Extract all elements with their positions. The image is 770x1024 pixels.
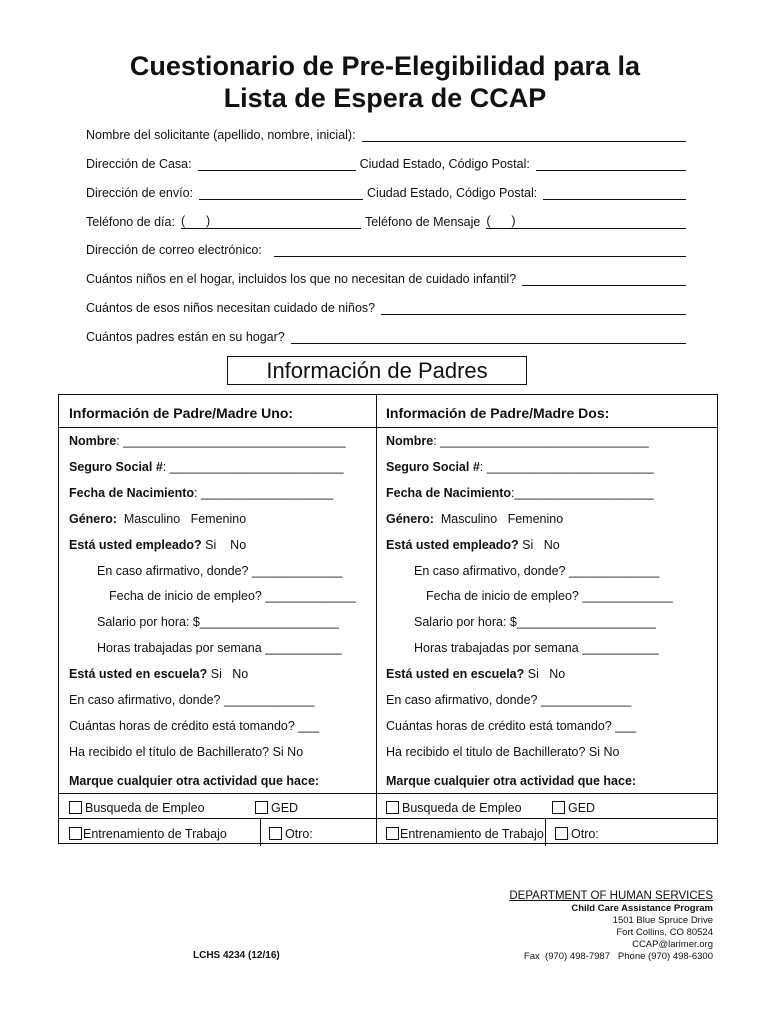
parent-one-gender-options[interactable]: Masculino Femenino <box>116 512 247 526</box>
parent-one-ged-option[interactable] <box>245 800 376 816</box>
parent-one-employed-label: Está usted empleado? <box>69 538 202 552</box>
program-name: Child Care Assistance Program <box>571 903 713 914</box>
form-title-line-2: Lista de Espera de CCAP <box>223 83 547 113</box>
street-address: 1501 Blue Spruce Drive <box>612 915 713 926</box>
form-code: LCHS 4234 (12/16) <box>193 950 280 961</box>
message-phone-field[interactable] <box>486 214 686 229</box>
divider <box>377 427 717 428</box>
parent-two-other-option[interactable] <box>545 826 717 842</box>
parents-count-label: Cuántos padres están en su hogar? <box>86 330 285 344</box>
parent-one-ssn-field[interactable] <box>59 459 376 475</box>
city-state-zip-field-2[interactable] <box>543 185 686 200</box>
checkbox[interactable] <box>69 827 82 840</box>
mailing-address-field[interactable] <box>199 185 363 200</box>
mailing-address-label: Dirección de envío: <box>86 186 194 200</box>
parent-one-school[interactable] <box>59 666 376 682</box>
parent-one-dob-field[interactable] <box>59 485 376 501</box>
checkbox[interactable] <box>255 801 268 814</box>
day-phone-field[interactable] <box>181 214 361 229</box>
parent-one-name-label: Nombre <box>69 434 117 448</box>
parent-one-ssn-line: : _________________________ <box>162 460 344 474</box>
parent-two-employed-options[interactable]: Si No <box>518 538 560 552</box>
parent-one-school-options[interactable]: Si No <box>207 667 249 681</box>
parent-two-header: Información de Padre/Madre Dos: <box>386 405 610 421</box>
parent-one-gender-label: Género: <box>69 512 117 526</box>
parent-one-dob-line: : ___________________ <box>194 486 334 500</box>
parent-one-where-school[interactable]: En caso afirmativo, donde? _____________ <box>69 693 315 707</box>
parent-one-job-search-label: Busqueda de Empleo <box>85 801 205 815</box>
parent-two-employed[interactable] <box>377 537 717 553</box>
parent-two-where-employed-text: En caso afirmativo, donde? _____________ <box>414 564 660 578</box>
parent-one-hourly-wage[interactable] <box>59 614 376 630</box>
city-state-zip-label-2: Ciudad Estado, Código Postal: <box>367 186 538 200</box>
checkbox[interactable] <box>69 801 82 814</box>
parent-one-where-employed-text: En caso afirmativo, donde? _____________ <box>97 564 343 578</box>
checkbox[interactable] <box>386 801 399 814</box>
divider <box>59 427 376 428</box>
parent-one-hours-week-text: Horas trabajadas por semana ___________ <box>97 641 342 655</box>
parent-two-employed-label: Está usted empleado? <box>386 538 519 552</box>
parent-two-school-label: Está usted en escuela? <box>386 667 525 681</box>
parent-two-hours-week[interactable] <box>377 640 717 656</box>
parent-two-dob-line: :____________________ <box>511 486 654 500</box>
children-care-label: Cuántos de esos niños necesitan cuidado de niños? <box>86 301 376 315</box>
children-count-field[interactable] <box>522 271 686 286</box>
parent-two-name-field[interactable] <box>377 433 717 449</box>
city-state-zip-field-1[interactable] <box>536 156 686 171</box>
children-care-field[interactable] <box>381 300 686 315</box>
parent-two-job-training-label: Entrenamiento de Trabajo <box>400 827 544 841</box>
applicant-name-label: Nombre del solicitante (apellido, nombre, inicial): <box>86 128 356 142</box>
parent-two-dob-label: Fecha de Nacimiento <box>386 486 512 500</box>
parent-two-diploma[interactable]: Ha recibido el titulo de Bachillerato? Si No <box>386 745 620 759</box>
checkbox[interactable] <box>269 827 282 840</box>
email-label: Dirección de correo electrónico: <box>86 243 262 257</box>
parent-one-job-training-label: Entrenamiento de Trabajo <box>83 827 227 841</box>
parent-two-hours-week-text: Horas trabajadas por semana ___________ <box>414 641 659 655</box>
divider <box>377 793 717 794</box>
parent-one-where-employed[interactable] <box>59 563 376 579</box>
parent-two-hourly-wage[interactable] <box>377 614 717 630</box>
children-count-label: Cuántos niños en el hogar, incluidos los que no necesitan de cuidado infantil? <box>86 272 517 286</box>
parent-two-other-label: Otro: <box>571 827 599 841</box>
parent-two-school-options[interactable]: Si No <box>524 667 566 681</box>
parent-info-table <box>58 394 718 844</box>
email-field[interactable] <box>274 242 686 257</box>
parent-two-ssn-field[interactable] <box>377 459 717 475</box>
parent-two-where-employed[interactable] <box>377 563 717 579</box>
parent-two-start-date-text: Fecha de inicio de empleo? _____________ <box>426 589 673 603</box>
parent-two-school[interactable] <box>377 666 717 682</box>
parent-two-column <box>377 395 717 843</box>
parent-two-name-label: Nombre <box>386 434 434 448</box>
parent-one-school-label: Está usted en escuela? <box>69 667 208 681</box>
parent-one-diploma[interactable]: Ha recibido el título de Bachillerato? Si No <box>69 745 304 759</box>
agency-address-block <box>509 889 713 963</box>
parents-count-field[interactable] <box>291 329 686 344</box>
home-address-label: Dirección de Casa: <box>86 157 192 171</box>
checkbox[interactable] <box>386 827 399 840</box>
message-phone-label: Teléfono de Mensaje <box>364 215 481 229</box>
parent-one-name-line: : ________________________________ <box>116 434 346 448</box>
parent-one-name-field[interactable] <box>59 433 376 449</box>
parent-two-job-search-label: Busqueda de Empleo <box>402 801 522 815</box>
parent-one-hours-week[interactable] <box>59 640 376 656</box>
divider <box>377 818 717 819</box>
home-address-field[interactable] <box>198 156 356 171</box>
mailing-address-row <box>86 180 686 200</box>
city-address: Fort Collins, CO 80524 <box>616 927 713 938</box>
city-state-zip-label-1: Ciudad Estado, Código Postal: <box>359 157 530 171</box>
parent-two-hourly-wage-text: Salario por hora: $____________________ <box>414 615 656 629</box>
parent-two-credit-hours[interactable]: Cuántas horas de crédito está tomando? ___ <box>386 719 637 733</box>
day-phone-label: Teléfono de día: <box>86 215 175 229</box>
parent-one-hourly-wage-text: Salario por hora: $____________________ <box>97 615 339 629</box>
parent-two-ssn-label: Seguro Social # <box>386 460 480 474</box>
divider <box>59 793 376 794</box>
parents-count-row <box>86 324 686 344</box>
checkbox[interactable] <box>552 801 565 814</box>
parent-two-other-activity-label: Marque cualquier otra actividad que hace: <box>386 774 637 788</box>
message-phone-area-code: ( ) <box>486 214 516 228</box>
applicant-name-row <box>86 122 686 142</box>
children-care-row <box>86 295 686 315</box>
parent-two-ged-label: GED <box>568 801 596 815</box>
phone-row <box>86 209 686 229</box>
department-name: DEPARTMENT OF HUMAN SERVICES <box>509 890 713 902</box>
email-row <box>86 237 686 257</box>
parent-one-start-date-text: Fecha de inicio de empleo? _____________ <box>109 589 356 603</box>
parent-one-gender[interactable] <box>59 511 376 527</box>
parent-one-employed[interactable] <box>59 537 376 553</box>
parent-one-column <box>59 395 377 843</box>
parent-two-gender[interactable] <box>377 511 717 527</box>
parent-one-other-label: Otro: <box>285 827 313 841</box>
parent-two-name-line: : ______________________________ <box>433 434 649 448</box>
parent-one-header: Información de Padre/Madre Uno: <box>69 405 294 421</box>
parent-two-start-date[interactable] <box>377 588 717 604</box>
contact-email: CCAP@larimer.org <box>632 939 713 950</box>
parent-one-ssn-label: Seguro Social # <box>69 460 163 474</box>
parent-one-ged-label: GED <box>271 801 299 815</box>
children-count-row <box>86 266 686 286</box>
parent-two-ged-option[interactable] <box>542 800 717 816</box>
parent-two-gender-options[interactable]: Masculino Femenino <box>433 512 564 526</box>
parent-one-other-activity-label: Marque cualquier otra actividad que hace: <box>69 774 320 788</box>
parent-two-dob-field[interactable] <box>377 485 717 501</box>
day-phone-area-code: ( ) <box>180 214 211 228</box>
parent-one-other-option[interactable] <box>259 826 376 842</box>
home-address-row <box>86 151 686 171</box>
divider <box>59 818 376 819</box>
parent-one-dob-label: Fecha de Nacimiento <box>69 486 195 500</box>
applicant-name-field[interactable] <box>362 127 686 142</box>
parent-two-ssn-line: : ________________________ <box>479 460 654 474</box>
form-title-line-1: Cuestionario de Pre-Elegibilidad para la <box>129 51 641 81</box>
section-title-parent-info: Información de Padres <box>227 356 527 385</box>
parent-one-employed-options[interactable]: Si No <box>201 538 247 552</box>
parent-one-credit-hours[interactable]: Cuántas horas de crédito está tomando? ___ <box>69 719 320 733</box>
fax-phone: Fax (970) 498-7987 Phone (970) 498-6300 <box>523 951 713 962</box>
parent-two-where-school[interactable]: En caso afirmativo, donde? _____________ <box>386 693 632 707</box>
parent-one-start-date[interactable] <box>59 588 376 604</box>
parent-two-gender-label: Género: <box>386 512 434 526</box>
checkbox[interactable] <box>555 827 568 840</box>
